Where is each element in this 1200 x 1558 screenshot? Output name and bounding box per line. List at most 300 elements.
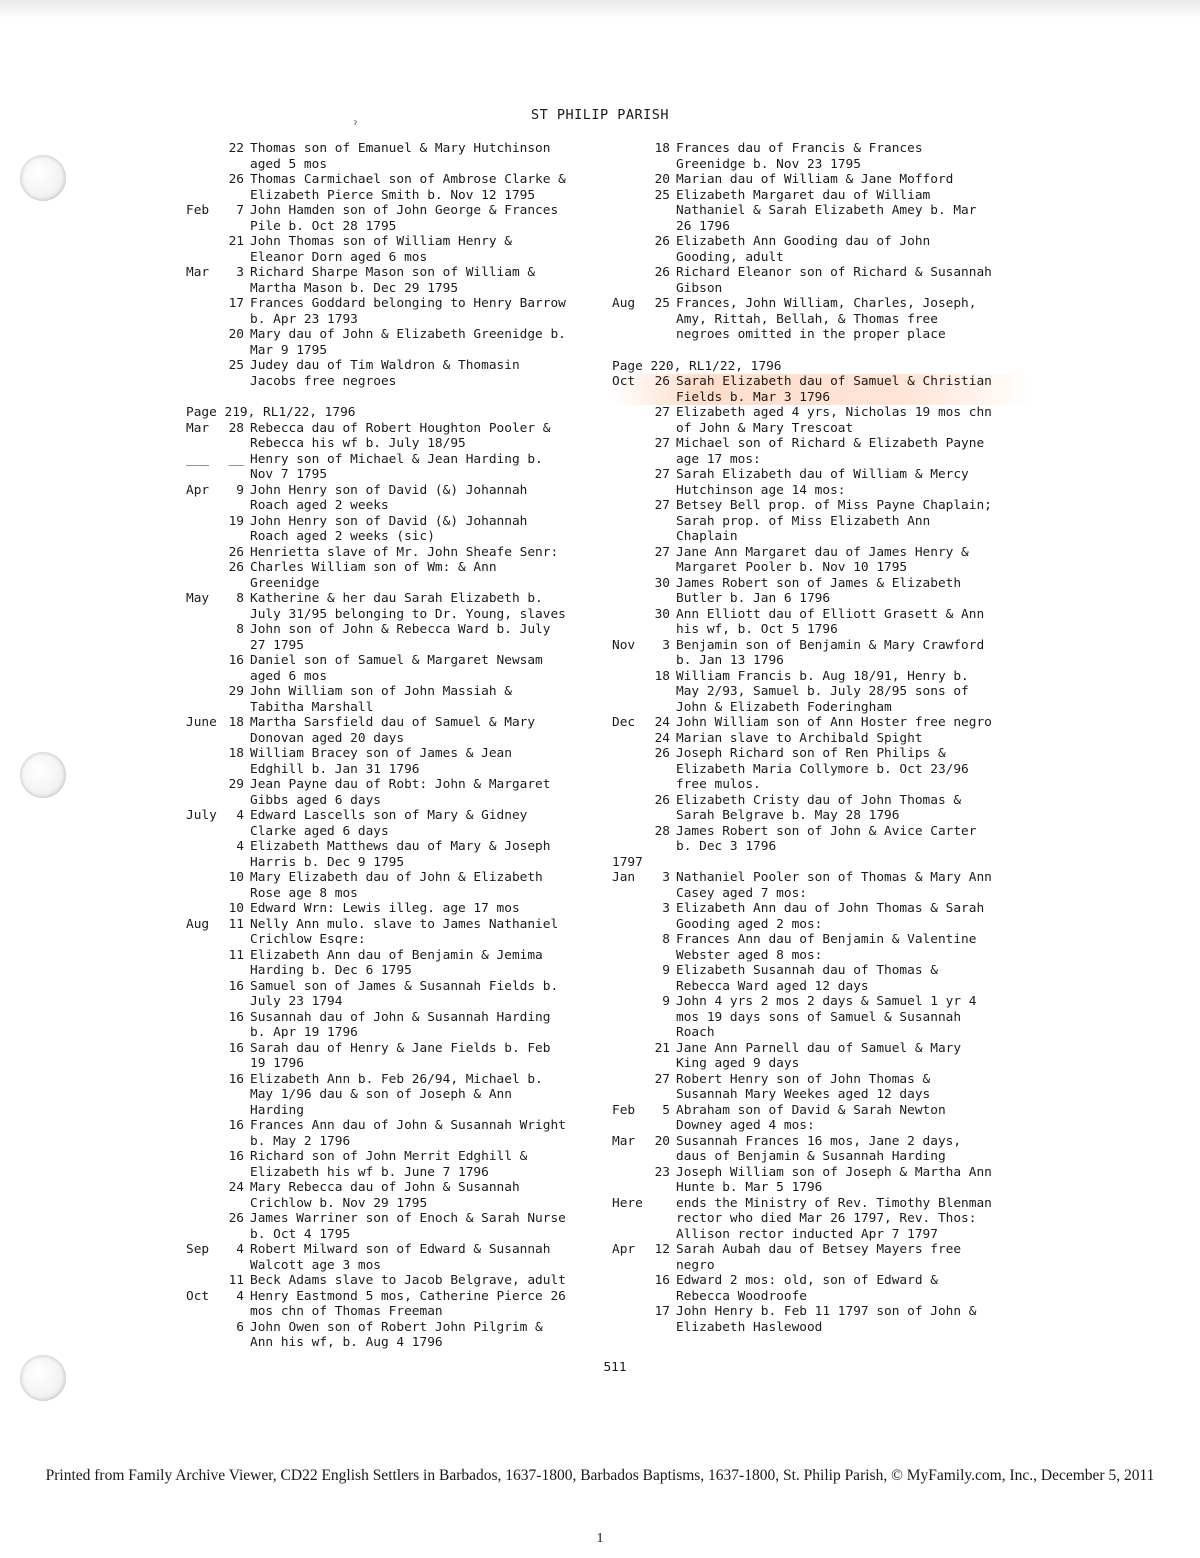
entry-month: Here xyxy=(612,1195,643,1211)
entry-day: 16 xyxy=(228,1149,244,1164)
entry-month xyxy=(612,1041,648,1072)
register-entry xyxy=(612,1196,1032,1243)
entry-day: 10 xyxy=(228,870,244,885)
register-entry xyxy=(186,141,606,172)
register-entry xyxy=(612,1134,1032,1165)
entry-text: Ann Elliott dau of Elliott Grasett & Ann his wf, b. Oct 5 1796 xyxy=(676,606,985,637)
entry-month xyxy=(186,1211,222,1242)
entry-day: 27 xyxy=(654,467,670,482)
entry-month: Apr xyxy=(612,1242,636,1257)
entry-day: 19 xyxy=(228,513,244,529)
left-column xyxy=(186,141,606,1351)
register-entry xyxy=(612,265,1032,296)
entry-day: 26 xyxy=(228,1211,244,1226)
entry-text: Jean Payne dau of Robt: John & Margaret Gibbs aged 6 days xyxy=(250,777,551,808)
entry-text: Sarah dau of Henry & Jane Fields b. Feb 19 1796 xyxy=(250,1040,551,1071)
entry-month: ___ xyxy=(186,451,210,467)
entry-month: Sep xyxy=(186,1242,210,1257)
entry-day: 26 xyxy=(654,265,670,280)
entry-day: 3 xyxy=(662,901,670,916)
register-entry xyxy=(612,467,1032,498)
entry-text: John 4 yrs 2 mos 2 days & Samuel 1 yr 4 mos 19 days sons of Samuel & Susannah Roach xyxy=(676,994,977,1040)
entry-day: 26 xyxy=(228,172,244,187)
entry-day: 5 xyxy=(662,1102,670,1118)
entry-text: Henry son of Michael & Jean Harding b. Nov 7 1795 xyxy=(250,451,543,482)
entry-day: 16 xyxy=(228,1071,244,1087)
entry-text: John William son of Ann Hoster free negro xyxy=(676,715,992,730)
entry-day: 28 xyxy=(654,823,670,839)
right-column xyxy=(612,141,1032,1335)
entry-day: 11 xyxy=(228,916,244,932)
entry-month xyxy=(186,234,222,265)
register-entry xyxy=(186,808,606,839)
entry-day: 8 xyxy=(662,932,670,947)
entry-text: Jane Ann Margaret dau of James Henry & Margaret Pooler b. Nov 10 1795 xyxy=(676,544,969,575)
entry-day: 21 xyxy=(228,234,244,249)
entry-month xyxy=(186,839,222,870)
entry-month: June xyxy=(186,715,217,730)
entry-text: Abraham son of David & Sarah Newton Downey aged 4 mos: xyxy=(676,1102,946,1133)
entry-text: Elizabeth aged 4 yrs, Nicholas 19 mos chn of John & Mary Trescoat xyxy=(676,405,992,436)
register-entry xyxy=(186,979,606,1010)
entry-day: 11 xyxy=(228,947,244,963)
entry-month xyxy=(612,1072,648,1103)
entry-day: 25 xyxy=(654,296,670,311)
entry-day: 18 xyxy=(228,746,244,761)
entry-text: Richard Eleanor son of Richard & Susannah Gibson xyxy=(676,265,992,296)
entry-day: 26 xyxy=(228,544,244,560)
entry-day: 18 xyxy=(654,141,670,156)
register-entry xyxy=(612,870,1032,901)
entry-month: Mar xyxy=(186,265,210,280)
entry-day: 24 xyxy=(228,1180,244,1195)
entry-text: Betsey Bell prop. of Miss Payne Chaplain; Sarah prop. of Miss Elizabeth Ann Chaplain xyxy=(676,498,992,544)
entry-text: Daniel son of Samuel & Margaret Newsam aged 6 mos xyxy=(250,653,543,684)
register-entry xyxy=(186,1211,606,1242)
entry-text: Joseph William son of Joseph & Martha Ann Hunte b. Mar 5 1796 xyxy=(676,1164,992,1195)
register-entry xyxy=(612,296,1032,343)
entry-text: Frances Ann dau of Benjamin & Valentine Webster aged 8 mos: xyxy=(676,932,977,963)
register-entry xyxy=(186,560,606,591)
left-entries-2 xyxy=(186,421,606,1351)
register-entry xyxy=(186,715,606,746)
register-entry xyxy=(186,172,606,203)
register-entry xyxy=(612,576,1032,607)
register-entry xyxy=(612,1273,1032,1304)
entry-day: 3 xyxy=(662,870,670,885)
entry-day: 4 xyxy=(236,1242,244,1257)
register-entry xyxy=(186,234,606,265)
entry-month xyxy=(186,1041,222,1072)
entry-text: Frances Ann dau of John & Susannah Wright b. May 2 1796 xyxy=(250,1118,566,1149)
entry-month xyxy=(186,141,222,172)
right-entries-2 xyxy=(612,374,1032,855)
punch-hole-top xyxy=(20,155,66,201)
entry-text: Elizabeth Margaret dau of William Nathaniel & Sarah Elizabeth Amey b. Mar 26 1796 xyxy=(676,187,977,234)
entry-text: Frances, John William, Charles, Joseph, Amy, Rittah, Bellah, & Thomas free negroes omitted in the proper place xyxy=(676,296,977,342)
entry-text: Susannah dau of John & Susannah Harding b. Apr 19 1796 xyxy=(250,1009,551,1040)
entry-text: Elizabeth Ann Gooding dau of John Gooding, adult xyxy=(676,234,931,265)
entry-day: 12 xyxy=(654,1242,670,1257)
register-entry xyxy=(612,715,1032,731)
entry-day: 22 xyxy=(228,141,244,156)
left-entries-1 xyxy=(186,141,606,389)
entry-day: 26 xyxy=(654,234,670,249)
entry-day: 20 xyxy=(228,327,244,342)
entry-month: July xyxy=(186,808,217,823)
entry-month xyxy=(612,1273,648,1304)
entry-month xyxy=(612,731,648,747)
entry-day: 26 xyxy=(654,374,670,389)
register-entry xyxy=(612,793,1032,824)
register-entry xyxy=(612,405,1032,436)
entry-text: Katherine & her dau Sarah Elizabeth b. July 31/95 belonging to Dr. Young, slaves xyxy=(250,591,566,622)
entry-text: Sarah Elizabeth dau of William & Mercy Hutchinson age 14 mos: xyxy=(676,467,969,498)
register-entry xyxy=(186,870,606,901)
register-entry xyxy=(612,901,1032,932)
entry-text: John Owen son of Robert John Pilgrim & Ann his wf, b. Aug 4 1796 xyxy=(250,1319,543,1350)
register-entry xyxy=(612,374,1032,405)
register-entry xyxy=(186,1289,606,1320)
entry-text: John son of John & Rebecca Ward b. July 27 1795 xyxy=(250,622,551,653)
entry-text: Rebecca dau of Robert Houghton Pooler & Rebecca his wf b. July 18/95 xyxy=(250,420,551,451)
entry-day: 16 xyxy=(228,1009,244,1025)
register-entry xyxy=(186,917,606,948)
entry-day: 28 xyxy=(228,420,244,436)
register-entry xyxy=(186,1041,606,1072)
register-entry xyxy=(186,296,606,327)
entry-text: Sarah Aubah dau of Betsey Mayers free negro xyxy=(676,1242,962,1273)
entry-day: 20 xyxy=(654,1133,670,1149)
entry-month xyxy=(612,824,648,855)
register-entry xyxy=(186,901,606,917)
entry-text: Henry Eastmond 5 mos, Catherine Pierce 26 mos chn of Thomas Freeman xyxy=(250,1288,566,1319)
register-entry xyxy=(186,1072,606,1119)
entry-text: Charles William son of Wm: & Ann Greenidge xyxy=(250,560,497,591)
register-entry xyxy=(612,141,1032,172)
entry-text: Mary Elizabeth dau of John & Elizabeth Rose age 8 mos xyxy=(250,870,543,901)
entry-day xyxy=(648,1196,676,1243)
entry-month xyxy=(186,684,222,715)
entry-month xyxy=(186,979,222,1010)
entry-month xyxy=(612,1304,648,1335)
entry-day: 16 xyxy=(228,978,244,994)
entry-month xyxy=(186,777,222,808)
entry-month xyxy=(186,746,222,777)
register-entry xyxy=(612,1304,1032,1335)
entry-text: Elizabeth Ann b. Feb 26/94, Michael b. May 1/96 dau & son of Joseph & Ann Harding xyxy=(250,1071,543,1118)
entry-day: 11 xyxy=(228,1273,244,1288)
entry-text: Robert Milward son of Edward & Susannah Walcott age 3 mos xyxy=(250,1242,551,1273)
entry-month xyxy=(612,576,648,607)
entry-month xyxy=(186,1180,222,1211)
entry-day: 26 xyxy=(654,746,670,761)
entry-month xyxy=(186,172,222,203)
entry-month xyxy=(612,963,648,994)
sheet-number: 1 xyxy=(596,1531,604,1546)
entry-day: 30 xyxy=(654,606,670,622)
entry-day: 8 xyxy=(236,591,244,606)
entry-month xyxy=(186,1149,222,1180)
entry-month xyxy=(186,948,222,979)
register-entry xyxy=(186,483,606,514)
entry-month xyxy=(186,560,222,591)
register-entry xyxy=(186,1242,606,1273)
entry-month xyxy=(612,932,648,963)
entry-month: Nov xyxy=(612,637,636,653)
register-entry xyxy=(612,994,1032,1041)
entry-text: Edward Lascells son of Mary & Gidney Clarke aged 6 days xyxy=(250,808,528,839)
entry-month xyxy=(612,994,648,1041)
entry-text: Frances dau of Francis & Frances Greenidge b. Nov 23 1795 xyxy=(676,141,923,172)
entry-text: John Henry b. Feb 11 1797 son of John & Elizabeth Haslewood xyxy=(676,1304,977,1335)
register-entry xyxy=(186,545,606,561)
entry-text: Mary dau of John & Elizabeth Greenidge b. Mar 9 1795 xyxy=(250,327,566,358)
entry-month xyxy=(612,467,648,498)
entry-day: 9 xyxy=(662,994,670,1009)
scan-top-edge xyxy=(0,0,1200,18)
entry-day: 3 xyxy=(236,265,244,280)
register-entry xyxy=(612,731,1032,747)
register-entry xyxy=(186,358,606,389)
entry-month xyxy=(186,901,222,917)
entry-text: Susannah Frances 16 mos, Jane 2 days, daus of Benjamin & Susannah Harding xyxy=(676,1133,962,1164)
entry-month xyxy=(186,514,222,545)
entry-month xyxy=(186,296,222,327)
register-entry xyxy=(186,622,606,653)
entry-day: 17 xyxy=(654,1304,670,1319)
entry-month xyxy=(612,901,648,932)
print-footer: Printed from Family Archive Viewer, CD22 English Settlers in Barbados, 1637-1800, Barbados Baptisms, 1637-1800, St. Philip Parish, © MyFamily.com, Inc., December 5, 2011 xyxy=(45,1467,1155,1484)
entry-text: Martha Sarsfield dau of Samuel & Mary Donovan aged 20 days xyxy=(250,715,536,746)
register-entry xyxy=(186,1320,606,1351)
entry-day: 29 xyxy=(228,777,244,792)
register-entry xyxy=(186,421,606,452)
entry-text: Mary Rebecca dau of John & Susannah Crichlow b. Nov 29 1795 xyxy=(250,1180,520,1211)
right-section-heading: Page 220, RL1/22, 1796 xyxy=(612,358,782,374)
register-entry xyxy=(612,172,1032,188)
entry-day: 27 xyxy=(654,405,670,420)
entry-month xyxy=(612,436,648,467)
entry-day: 27 xyxy=(654,1071,670,1087)
entry-month xyxy=(612,669,648,716)
register-entry xyxy=(186,591,606,622)
entry-month: Aug xyxy=(186,916,210,932)
entry-day: 6 xyxy=(236,1319,244,1335)
entry-month xyxy=(186,358,222,389)
entry-day: 27 xyxy=(654,544,670,560)
entry-day: 23 xyxy=(654,1164,670,1180)
entry-day: 25 xyxy=(228,358,244,373)
entry-month: Oct xyxy=(612,374,636,389)
entry-text: John Thomas son of William Henry & Eleanor Dorn aged 6 mos xyxy=(250,234,512,265)
entry-month xyxy=(186,327,222,358)
entry-month xyxy=(612,545,648,576)
entry-month xyxy=(612,1165,648,1196)
entry-text: Elizabeth Ann dau of Benjamin & Jemima Harding b. Dec 6 1795 xyxy=(250,947,543,978)
entry-text: Richard Sharpe Mason son of William & Martha Mason b. Dec 29 1795 xyxy=(250,265,536,296)
entry-day: 26 xyxy=(228,560,244,575)
entry-day: 4 xyxy=(236,808,244,823)
entry-month xyxy=(186,1118,222,1149)
entry-day: 18 xyxy=(654,668,670,684)
register-entry xyxy=(186,1118,606,1149)
entry-text: John Henry son of David (&) Johannah Roach aged 2 weeks (sic) xyxy=(250,513,528,544)
entry-month xyxy=(186,1320,222,1351)
register-entry xyxy=(612,638,1032,669)
entry-month xyxy=(612,607,648,638)
entry-day: 16 xyxy=(654,1273,670,1288)
entry-day: 3 xyxy=(662,637,670,653)
entry-day: 10 xyxy=(228,901,244,916)
register-entry xyxy=(186,1010,606,1041)
entry-day: 7 xyxy=(236,203,244,218)
register-entry xyxy=(612,824,1032,855)
entry-text: Nathaniel Pooler son of Thomas & Mary Ann Casey aged 7 mos: xyxy=(676,870,992,901)
entry-text: Elizabeth Matthews dau of Mary & Joseph Harris b. Dec 9 1795 xyxy=(250,839,551,870)
entry-day: 27 xyxy=(654,498,670,513)
register-entry xyxy=(186,1149,606,1180)
entry-month xyxy=(612,793,648,824)
register-entry xyxy=(612,607,1032,638)
entry-day: 17 xyxy=(228,296,244,311)
entry-month: Jan xyxy=(612,870,636,885)
entry-month: Mar xyxy=(186,420,210,436)
entry-day: 16 xyxy=(228,1118,244,1133)
entry-month: May xyxy=(186,591,210,606)
entry-month xyxy=(186,545,222,561)
entry-text: Richard son of John Merrit Edghill & Elizabeth his wf b. June 7 1796 xyxy=(250,1149,528,1180)
entry-month xyxy=(612,188,648,235)
entry-month xyxy=(612,172,648,188)
entry-text: Nelly Ann mulo. slave to James Nathaniel Crichlow Esqre: xyxy=(250,916,559,947)
entry-text: Marian dau of William & Jane Mofford xyxy=(676,172,954,187)
left-section-heading: Page 219, RL1/22, 1796 xyxy=(186,405,356,420)
entry-day: 24 xyxy=(654,715,670,730)
entry-month xyxy=(186,653,222,684)
register-entry xyxy=(612,1242,1032,1273)
register-entry xyxy=(186,1180,606,1211)
entry-text: Jane Ann Parnell dau of Samuel & Mary King aged 9 days xyxy=(676,1040,962,1071)
entry-text: Elizabeth Cristy dau of John Thomas & Sarah Belgrave b. May 28 1796 xyxy=(676,792,962,823)
entry-text: James Robert son of John & Avice Carter b. Dec 3 1796 xyxy=(676,823,977,854)
entry-text: Frances Goddard belonging to Henry Barrow b. Apr 23 1793 xyxy=(250,296,566,327)
year-heading: 1797 xyxy=(612,854,643,870)
entry-text: Edward 2 mos: old, son of Edward & Rebecca Woodroofe xyxy=(676,1273,938,1304)
entry-month: Mar xyxy=(612,1133,636,1149)
entry-month xyxy=(612,498,648,545)
register-entry xyxy=(612,1072,1032,1103)
entry-text: Robert Henry son of John Thomas & Susannah Mary Weekes aged 12 days xyxy=(676,1071,931,1102)
entry-day: 29 xyxy=(228,684,244,699)
entry-text: Michael son of Richard & Elizabeth Payne age 17 mos: xyxy=(676,436,985,467)
entry-day: 4 xyxy=(236,1288,244,1304)
page-title: ST PHILIP PARISH xyxy=(530,107,670,123)
register-entry xyxy=(612,1103,1032,1134)
register-entry xyxy=(186,684,606,715)
entry-day: 8 xyxy=(236,622,244,637)
entry-month xyxy=(186,1010,222,1041)
entry-day: 20 xyxy=(654,172,670,187)
entry-month: Dec xyxy=(612,715,636,730)
register-entry xyxy=(612,1165,1032,1196)
register-entry xyxy=(612,669,1032,716)
entry-month: Feb xyxy=(186,203,210,218)
entry-month xyxy=(186,870,222,901)
entry-text: ends the Ministry of Rev. Timothy Blenman rector who died Mar 26 1797, Rev. Thos: Allison rector inducted Apr 7 1797 xyxy=(676,1195,992,1242)
entry-day: __ xyxy=(228,451,244,467)
page-number: 511 xyxy=(603,1360,627,1375)
punch-hole-middle xyxy=(20,752,66,798)
entry-month: Feb xyxy=(612,1102,636,1118)
entry-month xyxy=(612,234,648,265)
right-entries-3 xyxy=(612,870,1032,1335)
entry-text: Sarah Elizabeth dau of Samuel & Christian Fields b. Mar 3 1796 xyxy=(676,374,992,405)
register-entry xyxy=(186,203,606,234)
register-entry xyxy=(186,948,606,979)
register-entry xyxy=(612,436,1032,467)
entry-day: 21 xyxy=(654,1040,670,1056)
entry-text: John Hamden son of John George & Frances Pile b. Oct 28 1795 xyxy=(250,203,559,234)
entry-day: 24 xyxy=(654,730,670,746)
entry-text: Marian slave to Archibald Spight xyxy=(676,730,923,746)
entry-text: Thomas Carmichael son of Ambrose Clarke & Elizabeth Pierce Smith b. Nov 12 1795 xyxy=(250,172,566,203)
entry-day: 18 xyxy=(228,715,244,730)
entry-day: 9 xyxy=(662,963,670,978)
entry-text: Samuel son of James & Susannah Fields b. July 23 1794 xyxy=(250,978,559,1009)
register-entry xyxy=(612,498,1032,545)
register-entry xyxy=(186,327,606,358)
right-entries-1 xyxy=(612,141,1032,343)
register-entry xyxy=(186,839,606,870)
entry-day: 4 xyxy=(236,839,244,854)
entry-month: Apr xyxy=(186,482,210,498)
register-entry xyxy=(186,265,606,296)
entry-text: Elizabeth Susannah dau of Thomas & Rebecca Ward aged 12 days xyxy=(676,963,938,994)
entry-month xyxy=(612,265,648,296)
entry-text: Thomas son of Emanuel & Mary Hutchinson aged 5 mos xyxy=(250,141,551,172)
entry-text: Benjamin son of Benjamin & Mary Crawford b. Jan 13 1796 xyxy=(676,637,985,668)
entry-month xyxy=(186,1273,222,1289)
entry-text: Judey dau of Tim Waldron & Thomasin Jacobs free negroes xyxy=(250,358,520,389)
entry-text: William Francis b. Aug 18/91, Henry b. May 2/93, Samuel b. July 28/95 sons of John & Elizabeth Foderingham xyxy=(676,668,969,715)
register-entry xyxy=(186,1273,606,1289)
register-entry xyxy=(612,746,1032,793)
entry-text: Edward Wrn: Lewis illeg. age 17 mos xyxy=(250,901,520,916)
register-entry xyxy=(612,234,1032,265)
entry-text: James Warriner son of Enoch & Sarah Nurse b. Oct 4 1795 xyxy=(250,1211,566,1242)
entry-day: 16 xyxy=(228,653,244,668)
entry-month xyxy=(186,1072,222,1119)
entry-text: John Henry son of David (&) Johannah Roach aged 2 weeks xyxy=(250,482,528,513)
entry-month xyxy=(186,622,222,653)
entry-text: John William son of John Massiah & Tabitha Marshall xyxy=(250,684,512,715)
entry-month xyxy=(612,405,648,436)
register-entry xyxy=(186,777,606,808)
entry-day: 30 xyxy=(654,575,670,591)
entry-text: James Robert son of James & Elizabeth Butler b. Jan 6 1796 xyxy=(676,575,962,606)
entry-month xyxy=(612,141,648,172)
register-entry xyxy=(612,1041,1032,1072)
entry-text: Elizabeth Ann dau of John Thomas & Sarah Gooding aged 2 mos: xyxy=(676,901,985,932)
register-entry xyxy=(186,514,606,545)
register-entry xyxy=(612,188,1032,235)
entry-day: 9 xyxy=(236,482,244,498)
stray-mark: ˀ xyxy=(352,120,359,133)
entry-day: 25 xyxy=(654,187,670,203)
register-entry xyxy=(612,932,1032,963)
entry-month: Aug xyxy=(612,296,636,311)
